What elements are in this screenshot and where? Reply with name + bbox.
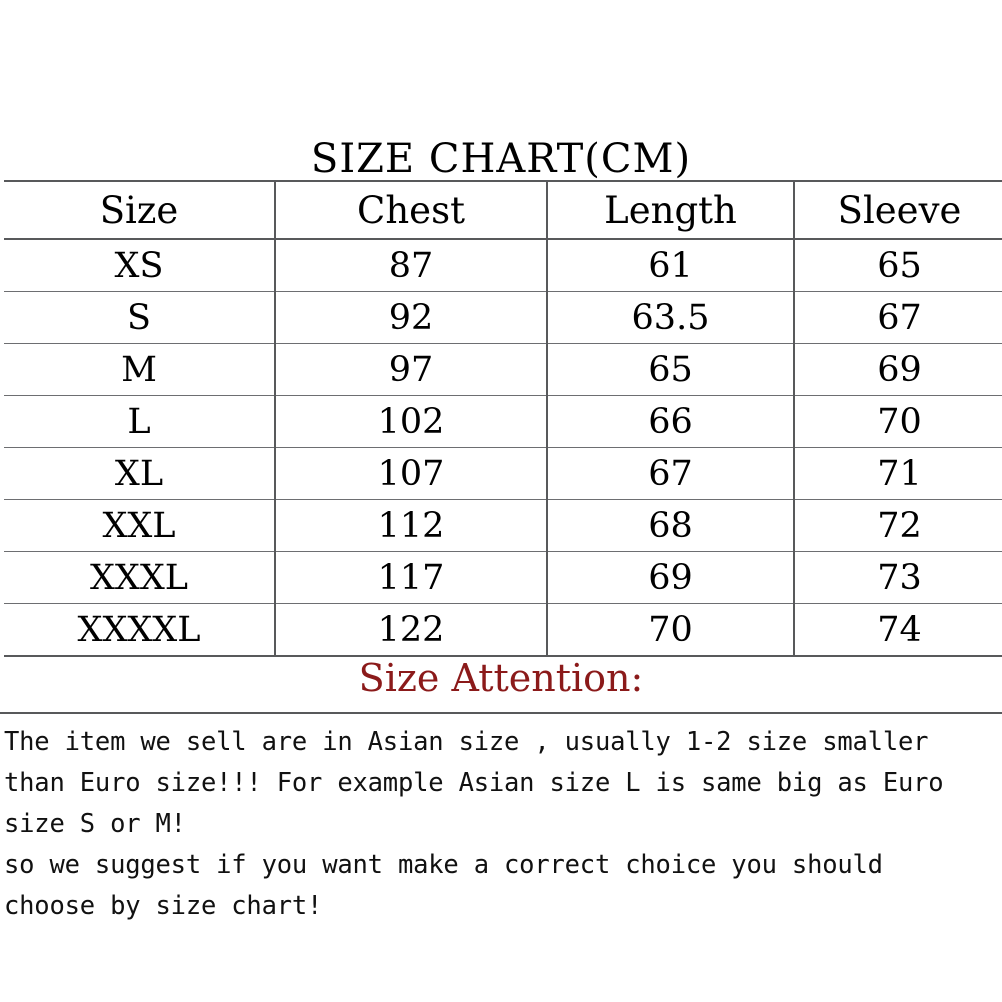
table-row (4, 292, 1002, 344)
cell-chest: 87 (275, 239, 547, 292)
cell-size: M (4, 344, 275, 396)
size-chart-table (4, 180, 1002, 657)
cell-sleeve: 65 (794, 239, 1002, 292)
column-header-size: Size (4, 181, 275, 239)
cell-sleeve: 73 (794, 552, 1002, 604)
table-header-row (4, 181, 1002, 239)
cell-size: S (4, 292, 275, 344)
cell-size: L (4, 396, 275, 448)
cell-sleeve: 74 (794, 604, 1002, 657)
cell-sleeve: 71 (794, 448, 1002, 500)
cell-chest: 117 (275, 552, 547, 604)
cell-length: 68 (547, 500, 794, 552)
cell-length: 65 (547, 344, 794, 396)
table-row (4, 604, 1002, 657)
cell-sleeve: 72 (794, 500, 1002, 552)
table-row (4, 396, 1002, 448)
cell-sleeve: 69 (794, 344, 1002, 396)
cell-sleeve: 70 (794, 396, 1002, 448)
cell-chest: 107 (275, 448, 547, 500)
note-line: The item we sell are in Asian size , usually 1-2 size smaller (4, 727, 929, 757)
table-row (4, 448, 1002, 500)
cell-size: XXL (4, 500, 275, 552)
cell-size: XL (4, 448, 275, 500)
cell-chest: 102 (275, 396, 547, 448)
table-row (4, 552, 1002, 604)
cell-length: 61 (547, 239, 794, 292)
cell-length: 69 (547, 552, 794, 604)
note-line: size S or M! (4, 809, 186, 839)
table-row (4, 344, 1002, 396)
chart-title: SIZE CHART(CM) (310, 136, 692, 182)
size-attention-heading: Size Attention: (358, 656, 644, 700)
column-header-chest: Chest (275, 181, 547, 239)
table-row (4, 239, 1002, 292)
note-line: than Euro size!!! For example Asian size L is same big as Euro (4, 768, 944, 798)
cell-length: 63.5 (547, 292, 794, 344)
column-header-length: Length (547, 181, 794, 239)
size-attention-notes (4, 722, 992, 927)
cell-chest: 122 (275, 604, 547, 657)
cell-chest: 92 (275, 292, 547, 344)
cell-length: 66 (547, 396, 794, 448)
note-line: choose by size chart! (4, 891, 323, 921)
cell-size: XXXXL (4, 604, 275, 657)
cell-length: 67 (547, 448, 794, 500)
cell-size: XXXL (4, 552, 275, 604)
cell-size: XS (4, 239, 275, 292)
cell-chest: 112 (275, 500, 547, 552)
cell-length: 70 (547, 604, 794, 657)
cell-chest: 97 (275, 344, 547, 396)
table-row (4, 500, 1002, 552)
divider (0, 712, 1002, 714)
column-header-sleeve: Sleeve (794, 181, 1002, 239)
note-line: so we suggest if you want make a correct choice you should (4, 850, 883, 880)
cell-sleeve: 67 (794, 292, 1002, 344)
